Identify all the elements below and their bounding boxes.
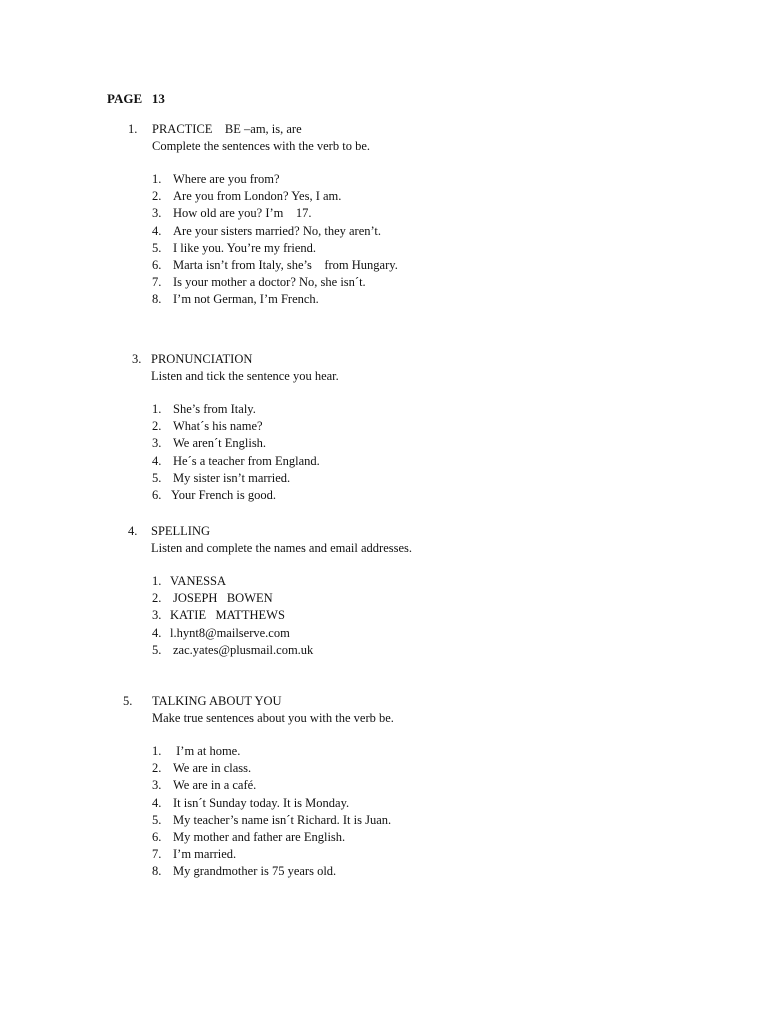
list-item xyxy=(152,846,394,863)
list-item xyxy=(152,590,412,607)
section-practice xyxy=(128,121,398,309)
item-text: Marta isn’t from Italy, she’s from Hungary. xyxy=(173,257,398,272)
item-number: 1. xyxy=(152,744,162,758)
item-list xyxy=(152,171,398,309)
item-number: 2. xyxy=(152,761,162,776)
list-item xyxy=(152,240,370,257)
item-text: We aren´t English. xyxy=(173,436,267,451)
item-number: 4. xyxy=(152,795,162,810)
section-header xyxy=(128,121,370,138)
item-list xyxy=(152,743,394,881)
section-instruction: Listen and complete the names and email addresses. xyxy=(151,541,413,555)
item-number: 5. xyxy=(152,470,162,485)
item-number: 7. xyxy=(152,847,162,862)
item-number: 5. xyxy=(152,642,162,657)
list-item xyxy=(152,642,412,659)
item-text: My teacher’s name isn´t Richard. It is Juan. xyxy=(173,812,392,827)
list-item xyxy=(152,487,339,504)
item-number: 6. xyxy=(152,829,162,844)
item-number: 6. xyxy=(152,487,162,502)
item-number: 6. xyxy=(152,257,162,272)
section-number: 5. xyxy=(123,694,133,708)
list-item xyxy=(152,435,339,452)
item-text: He´s a teacher from England. xyxy=(173,453,320,468)
section-title: PRONUNCIATION xyxy=(151,352,253,366)
item-list xyxy=(152,401,339,504)
item-text: JOSEPH BOWEN xyxy=(173,591,273,606)
item-number: 2. xyxy=(152,419,162,434)
item-text: She’s from Italy. xyxy=(173,402,256,416)
item-text: Are you from London? Yes, I am. xyxy=(173,189,342,204)
item-number: 8. xyxy=(152,292,162,307)
section-title: TALKING ABOUT YOU xyxy=(152,694,282,708)
item-text: My mother and father are English. xyxy=(173,829,346,844)
list-item xyxy=(152,171,370,188)
item-number: 7. xyxy=(152,275,162,290)
item-text: I like you. You’re my friend. xyxy=(173,240,317,255)
list-item xyxy=(152,291,370,308)
item-number: 4. xyxy=(152,453,162,468)
item-text: What´s his name? xyxy=(173,419,263,434)
item-number: 1. xyxy=(152,172,162,186)
item-text: My sister isn’t married. xyxy=(173,470,291,485)
item-number: 3. xyxy=(152,608,162,623)
item-text: Your French is good. xyxy=(171,487,276,502)
item-text: We are in a café. xyxy=(173,778,257,793)
item-number: 4. xyxy=(152,223,162,238)
item-text: I’m at home. xyxy=(173,744,241,758)
item-text: KATIE MATTHEWS xyxy=(170,608,285,623)
item-text: We are in class. xyxy=(173,761,252,776)
list-item xyxy=(152,223,382,240)
item-list xyxy=(152,573,412,659)
section-title: SPELLING xyxy=(151,524,211,538)
item-number: 1. xyxy=(152,402,162,416)
item-number: 3. xyxy=(152,206,162,221)
list-item xyxy=(152,453,339,470)
section-instruction: Complete the sentences with the verb to be. xyxy=(152,139,370,153)
item-text: I’m married. xyxy=(173,847,237,862)
list-item xyxy=(152,418,339,435)
section-header xyxy=(132,351,339,368)
item-number: 8. xyxy=(152,864,162,879)
item-text: My grandmother is 75 years old. xyxy=(173,864,337,879)
item-text: l.hynt8@mailserve.com xyxy=(170,625,290,640)
list-item xyxy=(152,607,412,624)
list-item xyxy=(152,274,370,291)
list-item xyxy=(152,760,394,777)
list-item xyxy=(152,829,394,846)
item-text: It isn´t Sunday today. It is Monday. xyxy=(173,795,350,810)
section-talking-about-you xyxy=(123,693,394,881)
item-text: Where are you from? xyxy=(173,172,280,186)
list-item xyxy=(152,188,370,205)
item-number: 1. xyxy=(152,574,162,588)
section-number: 3. xyxy=(132,352,142,366)
list-item xyxy=(152,795,394,812)
list-item xyxy=(152,743,394,760)
list-item xyxy=(152,257,398,274)
list-item xyxy=(152,205,370,222)
item-text: VANESSA xyxy=(170,574,227,588)
list-item xyxy=(152,777,394,794)
section-header xyxy=(128,523,412,540)
section-number: 4. xyxy=(128,524,138,538)
item-text: I’m not German, I’m French. xyxy=(173,292,319,307)
item-number: 3. xyxy=(152,778,162,793)
item-text: Are your sisters married? No, they aren’t. xyxy=(173,223,382,238)
section-header xyxy=(123,693,394,710)
list-item xyxy=(152,573,412,590)
item-number: 3. xyxy=(152,436,162,451)
item-number: 4. xyxy=(152,625,162,640)
item-text: Is your mother a doctor? No, she isn´t. xyxy=(173,275,366,290)
section-number: 1. xyxy=(128,122,138,136)
section-pronunciation xyxy=(132,351,339,504)
item-number: 5. xyxy=(152,240,162,255)
section-spelling xyxy=(128,523,413,659)
list-item xyxy=(152,863,394,880)
item-text: How old are you? I’m 17. xyxy=(173,206,312,221)
section-title: PRACTICE BE –am, is, are xyxy=(152,122,302,136)
list-item xyxy=(152,625,412,642)
list-item xyxy=(152,812,394,829)
section-instruction: Make true sentences about you with the verb be. xyxy=(152,711,394,725)
item-number: 2. xyxy=(152,189,162,204)
item-number: 5. xyxy=(152,812,162,827)
item-text: zac.yates@plusmail.com.uk xyxy=(173,642,314,657)
list-item xyxy=(152,470,339,487)
list-item xyxy=(152,401,339,418)
page-title: PAGE 13 xyxy=(107,91,165,106)
section-instruction: Listen and tick the sentence you hear. xyxy=(151,369,339,383)
item-number: 2. xyxy=(152,591,162,606)
